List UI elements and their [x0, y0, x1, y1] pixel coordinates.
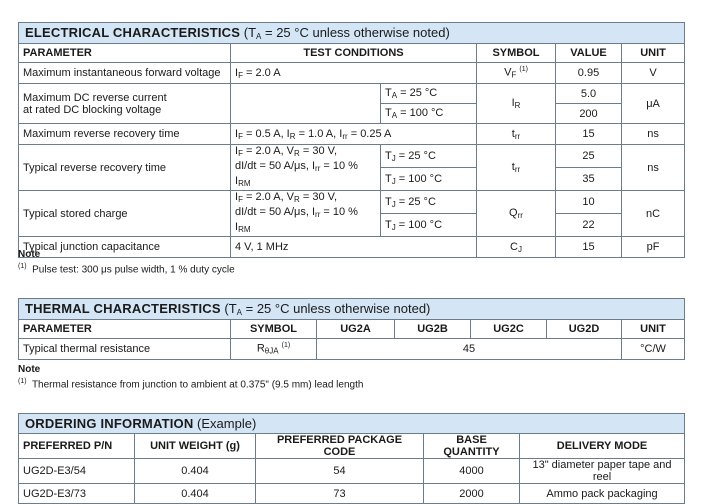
test-cell: $I_F = 2.0$ A, $V_R = 30$ V, dI/dt = 50 A/μs, $I_{rr} = 10$ % $I_{RM}$ — [231, 145, 381, 191]
header-ug2a: UG2A — [317, 320, 395, 339]
code-cell: 54 — [256, 459, 424, 484]
temp-cell: $T_J = 25$ °C — [381, 191, 477, 214]
thermal-note-text: $^{(1)}$ Thermal resistance from junction to ambient at 0.375" (9.5 mm) lead length — [18, 378, 364, 391]
ordering-information-table — [18, 413, 685, 504]
header-parameter: PARAMETER — [19, 44, 231, 63]
header-preferred-pn: PREFERRED P/N — [19, 434, 135, 459]
temp-cell: $T_J = 100$ °C — [381, 214, 477, 237]
test-cell: $I_F = 0.5$ A, $I_R = 1.0$ A, $I_{rr} = 0.25$ A — [231, 124, 477, 145]
value-cell: 15 — [556, 237, 622, 258]
unit-cell: ns — [622, 124, 685, 145]
header-unit: UNIT — [622, 320, 685, 339]
table-row — [19, 191, 685, 214]
code-cell: 73 — [256, 484, 424, 504]
table-row — [19, 339, 685, 360]
unit-cell: °C/W — [622, 339, 685, 360]
test-cell — [231, 84, 381, 124]
symbol-cell: $V_F$ $^{(1)}$ — [477, 63, 556, 84]
thermal-note-heading: Note — [18, 364, 41, 375]
electrical-note-text: $^{(1)}$ Pulse test: 300 μs pulse width, 1 % duty cycle — [18, 263, 235, 276]
header-ug2b: UG2B — [395, 320, 471, 339]
temp-cell: $T_A = 100$ °C — [381, 104, 477, 124]
value-cell: 22 — [556, 214, 622, 237]
mode-cell: 13" diameter paper tape and reel — [520, 459, 685, 484]
value-cell: 200 — [556, 104, 622, 124]
header-ug2c: UG2C — [471, 320, 547, 339]
param-cell: Maximum instantaneous forward voltage — [19, 63, 231, 84]
symbol-cell: $I_R$ — [477, 84, 556, 124]
electrical-characteristics-table — [18, 22, 685, 258]
param-cell: Typical reverse recovery time — [19, 145, 231, 191]
value-cell: 25 — [556, 145, 622, 168]
value-cell: 45 — [317, 339, 622, 360]
table-row — [19, 237, 685, 258]
symbol-cell: $Q_{rr}$ — [477, 191, 556, 237]
thermal-characteristics-table — [18, 298, 685, 360]
param-cell: Typical thermal resistance — [19, 339, 231, 360]
header-base-quantity: BASE QUANTITY — [424, 434, 520, 459]
header-test-conditions: TEST CONDITIONS — [231, 44, 477, 63]
unit-cell: pF — [622, 237, 685, 258]
pn-cell: UG2D-E3/73 — [19, 484, 135, 504]
value-cell: 15 — [556, 124, 622, 145]
test-cell: $I_F = 2.0$ A, $V_R = 30$ V, dI/dt = 50 A/μs, $I_{rr} = 10$ % $I_{RM}$ — [231, 191, 381, 237]
weight-cell: 0.404 — [135, 484, 256, 504]
unit-cell: nC — [622, 191, 685, 237]
ordering-title: ORDERING INFORMATION (Example) — [19, 414, 685, 434]
header-package-code: PREFERRED PACKAGE CODE — [256, 434, 424, 459]
header-value: VALUE — [556, 44, 622, 63]
table-row — [19, 459, 685, 484]
thermal-title: THERMAL CHARACTERISTICS ($T_A = 25$ °C unless otherwise noted) — [19, 299, 685, 320]
symbol-cell: $t_{rr}$ — [477, 145, 556, 191]
value-cell: 10 — [556, 191, 622, 214]
symbol-cell: $t_{rr}$ — [477, 124, 556, 145]
header-parameter: PARAMETER — [19, 320, 231, 339]
value-cell: 5.0 — [556, 84, 622, 104]
param-cell: Maximum DC reverse current at rated DC blocking voltage — [19, 84, 231, 124]
test-cell: $I_F = 2.0$ A — [231, 63, 477, 84]
table-row — [19, 84, 685, 104]
param-cell: Typical junction capacitance — [19, 237, 231, 258]
temp-cell: $T_A = 25$ °C — [381, 84, 477, 104]
table-row — [19, 145, 685, 168]
electrical-note-heading: Note — [18, 249, 41, 260]
temp-cell: $T_J = 25$ °C — [381, 145, 477, 168]
unit-cell: μA — [622, 84, 685, 124]
pn-cell: UG2D-E3/54 — [19, 459, 135, 484]
qty-cell: 2000 — [424, 484, 520, 504]
header-delivery-mode: DELIVERY MODE — [520, 434, 685, 459]
header-symbol: SYMBOL — [231, 320, 317, 339]
value-cell: 0.95 — [556, 63, 622, 84]
unit-cell: ns — [622, 145, 685, 191]
unit-cell: V — [622, 63, 685, 84]
mode-cell: Ammo pack packaging — [520, 484, 685, 504]
header-symbol: SYMBOL — [477, 44, 556, 63]
symbol-cell: $C_J$ — [477, 237, 556, 258]
value-cell: 35 — [556, 168, 622, 191]
table-row — [19, 63, 685, 84]
test-cell: 4 V, 1 MHz — [231, 237, 477, 258]
param-cell: Typical stored charge — [19, 191, 231, 237]
header-ug2d: UG2D — [547, 320, 622, 339]
electrical-title: ELECTRICAL CHARACTERISTICS ($T_A = 25$ °C unless otherwise noted) — [19, 23, 685, 44]
header-unit-weight: UNIT WEIGHT (g) — [135, 434, 256, 459]
header-unit: UNIT — [622, 44, 685, 63]
symbol-cell: $R_{\theta JA}$ $^{(1)}$ — [231, 339, 317, 360]
table-row — [19, 484, 685, 504]
param-cell: Maximum reverse recovery time — [19, 124, 231, 145]
qty-cell: 4000 — [424, 459, 520, 484]
weight-cell: 0.404 — [135, 459, 256, 484]
table-row — [19, 124, 685, 145]
temp-cell: $T_J = 100$ °C — [381, 168, 477, 191]
